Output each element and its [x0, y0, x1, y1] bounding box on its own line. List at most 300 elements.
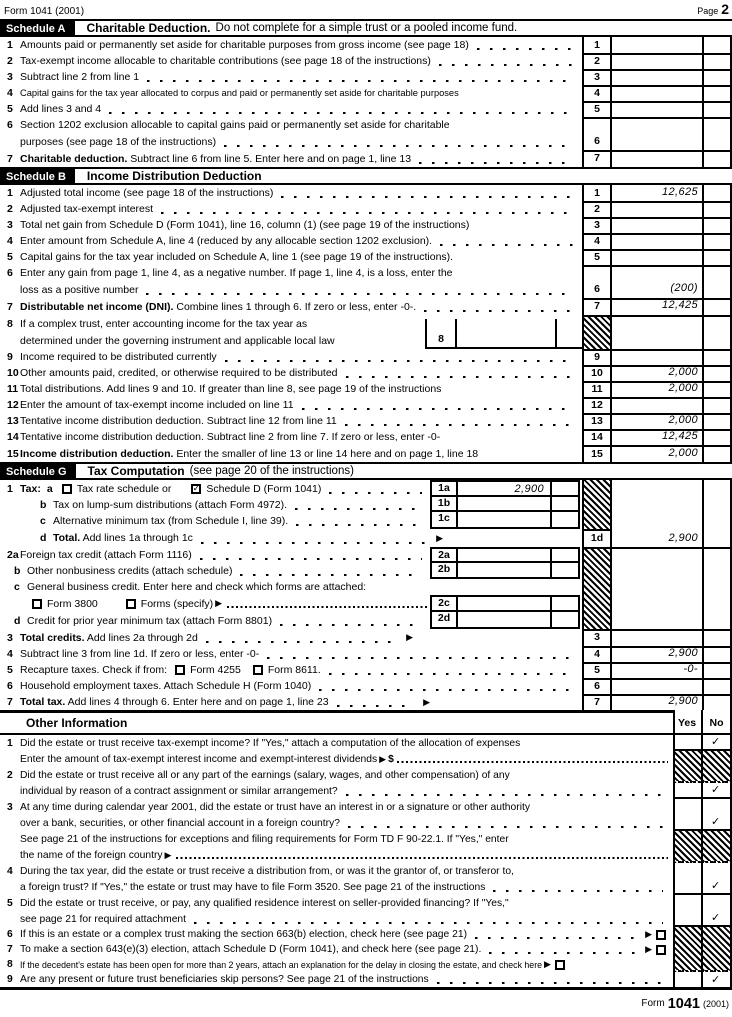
line-label: Total net gain from Schedule D (Form 1041), line 16, column (1) (see page 19 of the instructions)	[20, 219, 470, 231]
section-663b-election-checkbox[interactable]	[656, 930, 666, 940]
dot-leader	[147, 80, 574, 83]
dot-leader	[348, 826, 663, 829]
line-8-box: 8	[427, 319, 457, 347]
line-3-box: 3	[594, 631, 600, 643]
line-label: Tax-exempt income allocable to charitable contributions (see page 18 of the instructions)	[20, 55, 431, 67]
question-9	[0, 972, 671, 987]
schedule-b-line-15	[0, 445, 582, 462]
line-1a-box: 1a	[432, 482, 458, 495]
line-4-box: 4	[594, 87, 600, 99]
line-letter: b	[40, 499, 47, 511]
line-label: Capital gains for the tax year allocated to corpus and paid or permanently set aside for charitable purposes	[20, 88, 459, 98]
line-label: Total tax. Add lines 4 through 6. Enter here and on page 1, line 23	[20, 696, 329, 708]
schedule-g-line-2b	[0, 563, 430, 579]
q2-no-check-mark: ✓	[711, 784, 721, 796]
question-4-line-2	[0, 879, 671, 895]
line-7-box: 7	[594, 696, 600, 708]
line-label: Subtract line 3 from line 1d. If zero or less, enter -0-	[20, 648, 260, 660]
page-number: Page 2	[697, 1, 729, 17]
grid-line	[702, 480, 704, 710]
footer-form-word: Form	[641, 998, 665, 1009]
line-number: 1	[7, 39, 13, 51]
line-1b-box: 1b	[432, 497, 458, 510]
line-number: 7	[7, 696, 13, 708]
question-text: If the decedent's estate has been open for more than 2 years, attach an explanation for the delay in closing the estate, and check here	[20, 959, 543, 970]
yes-column-header: Yes	[673, 710, 701, 735]
line-6-box: 6	[594, 680, 600, 692]
line-2a-entry	[432, 549, 578, 563]
line-letter: a	[46, 482, 53, 495]
dot-leader	[346, 376, 574, 379]
line-6-box: 6	[594, 135, 600, 147]
schedule-b-line-13	[0, 413, 582, 429]
question-6	[0, 927, 671, 942]
schedule-g-line-4	[0, 646, 582, 662]
dot-leader	[439, 64, 574, 67]
checkbox-label: Forms (specify)	[140, 597, 214, 610]
schedule-a-tab: Schedule A	[0, 21, 75, 35]
grid-line	[702, 185, 704, 462]
line-number: 3	[7, 71, 13, 83]
line-number: 13	[7, 415, 19, 427]
arrow-icon: ▶	[645, 944, 652, 954]
line-letter: d	[14, 614, 21, 627]
dot-leader	[419, 162, 574, 165]
line-letter: d	[40, 532, 47, 544]
schedule-a-header	[0, 19, 732, 37]
line-5-box: 5	[594, 251, 600, 263]
schedule-g-line-1c	[0, 513, 430, 529]
arrow-icon: ▶	[423, 696, 430, 707]
question-text: Did the estate or trust receive all or any part of the earnings (salary, wages, and other compensation) of any	[20, 769, 510, 781]
schedule-b-line-9	[0, 349, 582, 365]
line-1-box: 1	[594, 187, 600, 199]
estate-open-2-years-checkbox[interactable]	[555, 960, 565, 970]
q5-no-check-mark: ✓	[711, 912, 721, 924]
line-8-entry-box[interactable]	[425, 319, 582, 349]
forms-specify-fill-in[interactable]	[227, 606, 427, 608]
schedule-a-line-4	[0, 85, 582, 101]
dot-leader	[194, 922, 663, 925]
other-information-title: Other Information	[26, 716, 128, 730]
line-label: Tentative income distribution deduction. Subtract line 2 from line 7. If zero or less, enter -0-	[20, 431, 441, 443]
line-number: 5	[7, 103, 13, 115]
dollar-sign: $	[388, 753, 394, 765]
foreign-country-fill-in[interactable]	[176, 857, 668, 859]
schedule-b-line-11	[0, 381, 582, 397]
question-1-line-2	[0, 751, 671, 767]
dot-leader	[109, 112, 574, 115]
question-2-line-1	[0, 767, 671, 783]
line-15-box: 15	[591, 448, 603, 460]
page-footer	[0, 990, 732, 1017]
line-label: Adjusted tax-exempt interest	[20, 203, 154, 215]
line-1c-cents[interactable]	[550, 512, 578, 527]
line-label: Total credits. Add lines 2a through 2d	[20, 631, 198, 644]
grid-line	[673, 710, 675, 987]
line-2d-box: 2d	[432, 612, 458, 627]
schedule-g-line-1b	[0, 497, 430, 513]
schedule-a-line-2	[0, 53, 582, 69]
line-number: 6	[7, 267, 13, 279]
dot-leader	[319, 689, 574, 692]
line-label: Other amounts paid, credited, or otherwise required to be distributed	[20, 367, 338, 379]
arrow-icon: ▶	[645, 929, 652, 939]
line-label: Enter amount from Schedule A, line 4 (reduced by any allocable section 1202 exclusion).	[20, 235, 433, 247]
line-1c-entry	[432, 512, 578, 527]
question-7	[0, 942, 671, 957]
tax-exempt-amount-fill-in[interactable]	[397, 761, 668, 763]
line-1a-cents[interactable]	[550, 482, 578, 495]
dot-leader	[302, 408, 574, 411]
dot-leader	[225, 360, 574, 363]
question-number: 9	[7, 974, 13, 985]
grid-line	[582, 480, 584, 710]
line-2a-box: 2a	[432, 549, 458, 561]
arrow-icon: ▶	[436, 532, 443, 543]
question-text: Did the estate or trust receive tax-exempt income? If "Yes," attach a computation of the allocation of expenses	[20, 737, 521, 749]
line-10-amount[interactable]: 2,000	[668, 366, 698, 378]
line-number: 3	[7, 219, 13, 231]
dot-leader	[493, 890, 663, 893]
line-number: 4	[7, 648, 13, 660]
question-text: over a bank, securities, or other financial account in a foreign country?	[20, 817, 340, 829]
line-9-box: 9	[594, 351, 600, 363]
checkbox-label: Form 3800	[47, 597, 98, 610]
line-2c-entry	[432, 597, 578, 612]
dot-leader	[475, 937, 635, 940]
line-label: determined under the governing instrument and applicable local law	[20, 334, 335, 347]
line-6-amount[interactable]: (200)	[670, 282, 698, 294]
line-14-box: 14	[591, 431, 603, 443]
line-label: Income required to be distributed currently	[20, 351, 217, 363]
line-label: Total distributions. Add lines 9 and 10. If greater than line 8, see page 19 of the instructions	[20, 383, 442, 395]
schedule-g-tab: Schedule G	[0, 464, 76, 478]
line-number: 1	[7, 482, 13, 495]
schedule-g-line-2d	[0, 612, 430, 629]
line-label: Credit for prior year minimum tax (attach Form 8801)	[27, 614, 273, 627]
dot-leader	[437, 982, 663, 985]
line-11-amount[interactable]: 2,000	[668, 382, 698, 394]
tax-rate-schedule-checkbox[interactable]	[62, 484, 72, 494]
no-column-header: No	[701, 710, 732, 735]
checkbox-label: Form 8611.	[267, 664, 321, 676]
schedule-b-amount-columns	[582, 185, 732, 462]
line-number: 1	[7, 187, 13, 199]
line-14-amount[interactable]: 12,425	[661, 430, 698, 442]
question-number: 4	[7, 865, 13, 877]
line-10-box: 10	[591, 367, 603, 379]
arrow-icon: ▶	[379, 753, 387, 764]
line-label: Amounts paid or permanently set aside for charitable purposes from gross income (see page 18)	[20, 39, 469, 51]
line-letter: c	[14, 581, 20, 593]
schedule-g-line-1d	[0, 529, 445, 547]
line-3-box: 3	[594, 219, 600, 231]
question-number: 7	[7, 944, 13, 955]
question-number: 3	[7, 801, 13, 813]
line-2b-box: 2b	[432, 563, 458, 577]
line-label: Enter any gain from page 1, line 4, as a negative number. If page 1, line 4, is a loss, enter the	[20, 267, 453, 279]
check-mark: ✓	[192, 483, 201, 493]
schedule-d-checkbox[interactable]	[191, 484, 201, 494]
line-13-box: 13	[591, 415, 603, 427]
line-label: Enter the amount of tax-exempt income included on line 11	[20, 399, 294, 411]
line-label: Alternative minimum tax (from Schedule I, line 39).	[53, 515, 289, 527]
grid-line	[610, 37, 612, 167]
line-label: Subtract line 2 from line 1	[20, 71, 140, 83]
line-1d-amount[interactable]: 2,900	[668, 532, 698, 544]
schedule-g-header	[0, 462, 732, 480]
question-text: Enter the amount of tax-exempt interest income and exempt-interest dividends	[20, 753, 378, 765]
question-text: see page 21 for required attachment	[20, 913, 187, 925]
line-2c-cents[interactable]	[550, 597, 578, 610]
footer-form-number: 1041	[667, 995, 700, 1012]
schedule-a-line-7	[0, 150, 582, 167]
line-label: purposes (see page 18 of the instructions)	[20, 135, 217, 148]
schedule-g-line-2a	[0, 547, 430, 563]
line-1b-cents[interactable]	[550, 497, 578, 510]
question-text: Did the estate or trust receive, or pay, any qualified residence interest on seller-provided financing? If "Yes,"	[20, 897, 509, 909]
line-15-amount[interactable]: 2,000	[668, 447, 698, 459]
page-header	[0, 0, 732, 19]
schedule-a-line-3	[0, 69, 582, 85]
question-3-line-2	[0, 815, 671, 831]
section-643e3-election-checkbox[interactable]	[656, 945, 666, 955]
line-number: 2a	[7, 549, 19, 561]
line-number: 9	[7, 351, 13, 363]
line-number: 5	[7, 251, 13, 263]
dot-leader	[206, 641, 396, 644]
grid-line	[582, 117, 732, 119]
line-label: Recapture taxes. Check if from:	[20, 664, 168, 676]
question-text: To make a section 643(e)(3) election, attach Schedule D (Form 1041), and check here (see page 21).	[20, 944, 482, 955]
line-1d-box: 1d	[584, 531, 610, 546]
lines-2a-2b-entry-boxes	[430, 547, 580, 579]
question-3-line-4	[0, 847, 671, 863]
line-label: General business credit. Enter here and check which forms are attached:	[27, 581, 367, 593]
question-text: a foreign trust? If "Yes," the estate or trust may have to file Form 3520. See page 21 of the instructions	[20, 881, 486, 893]
line-5-box: 5	[594, 664, 600, 676]
schedule-b-line-4	[0, 233, 582, 249]
line-5-amount[interactable]: -0-	[683, 663, 698, 675]
line-1a-entry	[432, 482, 578, 497]
line-number: 7	[7, 152, 13, 165]
line-number: 3	[7, 631, 13, 644]
line-number: 5	[7, 664, 13, 676]
arrow-icon: ▶	[544, 959, 551, 969]
line-2b-entry	[432, 563, 578, 577]
line-3-box: 3	[594, 71, 600, 83]
line-letter: b	[14, 565, 21, 577]
hatched-cell	[584, 480, 610, 529]
schedule-b-title: Income Distribution Deduction	[86, 169, 262, 183]
yes-no-columns	[673, 710, 732, 987]
line-1-amount[interactable]: 12,625	[661, 186, 698, 198]
question-4-line-1	[0, 863, 671, 879]
dot-leader	[337, 705, 413, 708]
line-label: Charitable deduction. Subtract line 6 from line 5. Enter here and on page 1, line 13	[20, 152, 412, 165]
line-1b-entry	[432, 497, 578, 512]
q1-no-check-mark: ✓	[711, 736, 721, 748]
grid-line	[582, 185, 584, 462]
dot-leader	[224, 145, 574, 148]
line-7-amount[interactable]: 12,425	[661, 299, 698, 311]
line-7-box: 7	[594, 300, 600, 312]
question-number: 6	[7, 929, 13, 940]
q9-no-check-mark: ✓	[711, 974, 721, 986]
q4-no-check-mark: ✓	[711, 880, 721, 892]
question-number: 2	[7, 769, 13, 781]
question-text: individual by reason of a contract assignment or similar arrangement?	[20, 785, 338, 797]
grid-line	[582, 547, 732, 549]
line-5-box: 5	[594, 103, 600, 115]
line-label: Tentative income distribution deduction. Subtract line 12 from line 11	[20, 415, 337, 427]
line-2c-box: 2c	[432, 597, 458, 610]
schedule-b-tab: Schedule B	[0, 169, 75, 183]
question-5-line-2	[0, 911, 671, 927]
line-label: Add lines 3 and 4	[20, 103, 102, 115]
q3-no-check-mark: ✓	[711, 816, 721, 828]
question-3-line-1	[0, 799, 671, 815]
line-1a-amount[interactable]: 2,900	[514, 482, 544, 495]
dot-leader	[295, 508, 422, 511]
dot-leader	[346, 794, 663, 797]
dot-leader	[267, 657, 574, 660]
line-label: Section 1202 exclusion allocable to capital gains paid or permanently set aside for charitable	[20, 119, 450, 131]
schedule-a-line-1	[0, 37, 582, 53]
question-number: 8	[7, 959, 13, 970]
dot-leader	[296, 524, 422, 527]
schedule-b-line-1	[0, 185, 582, 201]
line-4-amount[interactable]: 2,900	[668, 647, 698, 659]
dot-leader	[240, 574, 422, 577]
line-number: 2	[7, 203, 13, 215]
schedule-g-title: Tax Computation	[87, 464, 185, 478]
question-text: the name of the foreign country	[20, 849, 163, 861]
checkbox-label: Tax rate schedule or	[76, 482, 172, 495]
line-label: Household employment taxes. Attach Schedule H (Form 1040)	[20, 680, 312, 692]
question-text: At any time during calendar year 2001, did the estate or trust have an interest in or a signature or other authority	[20, 801, 530, 813]
line-2d-entry	[432, 612, 578, 627]
checkbox-label: Form 4255	[190, 664, 241, 676]
line-label: Tax on lump-sum distributions (attach Form 4972).	[53, 499, 288, 511]
line-label: Other nonbusiness credits (attach schedule)	[27, 565, 233, 577]
line-number: 14	[7, 431, 19, 443]
line-7-amount[interactable]: 2,900	[668, 695, 698, 707]
question-1-line-1	[0, 735, 671, 751]
form-4255-checkbox[interactable]	[175, 665, 185, 675]
schedule-g-line-1a	[0, 480, 430, 497]
lines-2c-2d-entry-boxes	[430, 595, 580, 629]
form-8611-checkbox[interactable]	[253, 665, 263, 675]
hatched-cell	[584, 549, 610, 629]
question-text: If this is an estate or a complex trust making the section 663(b) election, check here (see page 21)	[20, 929, 468, 940]
line-2-box: 2	[594, 55, 600, 67]
forms-specify-checkbox[interactable]	[126, 599, 136, 609]
schedule-a-note: Do not complete for a simple trust or a pooled income fund.	[215, 22, 518, 34]
dot-leader	[489, 952, 635, 955]
schedule-g-line-7	[0, 694, 432, 710]
schedule-g-line-6	[0, 678, 582, 694]
line-2a-cents[interactable]	[550, 549, 578, 561]
dot-leader	[200, 558, 422, 561]
dot-leader	[424, 310, 574, 313]
schedule-b-line-3	[0, 217, 582, 233]
line-label: Total. Add lines 1a through 1c	[53, 532, 193, 544]
other-information-header	[0, 710, 732, 735]
schedule-g-line-5	[0, 662, 582, 678]
question-number: 5	[7, 897, 13, 909]
grid-line	[582, 265, 732, 267]
line-8-cents[interactable]	[557, 319, 582, 347]
dot-leader	[161, 212, 574, 215]
line-number: 6	[7, 680, 13, 692]
grid-line	[610, 480, 612, 710]
line-2d-cents[interactable]	[550, 612, 578, 627]
dot-leader	[281, 196, 574, 199]
line-label: Income distribution deduction. Enter the smaller of line 13 or line 14 here and on page 1, line 18	[20, 447, 479, 460]
footer-year: (2001)	[702, 998, 729, 1009]
schedule-b-line-5	[0, 249, 582, 265]
arrow-icon: ▶	[164, 849, 172, 860]
line-label: Adjusted total income (see page 18 of the instructions)	[20, 187, 274, 199]
line-label: Tax:	[20, 482, 41, 495]
schedule-a-line-5	[0, 101, 582, 117]
checkbox-label: Schedule D (Form 1041)	[206, 482, 322, 495]
question-3-line-3	[0, 831, 671, 847]
schedule-a-body	[0, 37, 732, 167]
line-number: 2	[7, 55, 13, 67]
schedule-b-line-14	[0, 429, 582, 445]
line-2b-cents[interactable]	[550, 563, 578, 577]
line-12-box: 12	[591, 399, 603, 411]
grid-line	[701, 710, 703, 987]
line-1-box: 1	[594, 39, 600, 51]
line-13-amount[interactable]: 2,000	[668, 414, 698, 426]
line-letter: c	[40, 515, 46, 527]
question-number: 1	[7, 737, 13, 749]
schedule-b-body	[0, 185, 732, 462]
schedule-g-note: (see page 20 of the instructions)	[189, 465, 354, 477]
question-8	[0, 957, 671, 972]
question-2-line-2	[0, 783, 671, 799]
arrow-icon: ▶	[406, 632, 413, 642]
line-7-box: 7	[594, 152, 600, 164]
line-4-box: 4	[594, 648, 600, 660]
schedule-a-amount-columns	[582, 37, 732, 167]
grid-line	[702, 37, 704, 167]
line-label: Foreign tax credit (attach Form 1116)	[20, 549, 192, 561]
dot-leader	[477, 48, 574, 51]
schedule-b-line-12	[0, 397, 582, 413]
question-text: Are any present or future trust beneficiaries skip persons? See page 21 of the instructions	[20, 974, 429, 985]
grid-line	[610, 185, 612, 462]
line-number: 11	[7, 383, 19, 395]
line-number: 7	[7, 300, 13, 313]
schedule-g-body	[0, 480, 732, 710]
question-text: During the tax year, did the estate or trust receive a distribution from, or was it the grantor of, or transferor to,	[20, 865, 514, 877]
dot-leader	[329, 492, 422, 495]
line-number: 4	[7, 87, 13, 99]
schedule-b-line-2	[0, 201, 582, 217]
line-label: Distributable net income (DNI). Combine lines 1 through 6. If zero or less, enter -0-.	[20, 300, 417, 313]
form-3800-checkbox[interactable]	[32, 599, 42, 609]
line-number: 8	[7, 317, 13, 330]
line-label: If a complex trust, enter accounting income for the tax year as	[20, 317, 308, 330]
other-information-section	[0, 710, 732, 990]
line-11-box: 11	[591, 383, 603, 395]
line-8-amount[interactable]	[457, 319, 557, 347]
